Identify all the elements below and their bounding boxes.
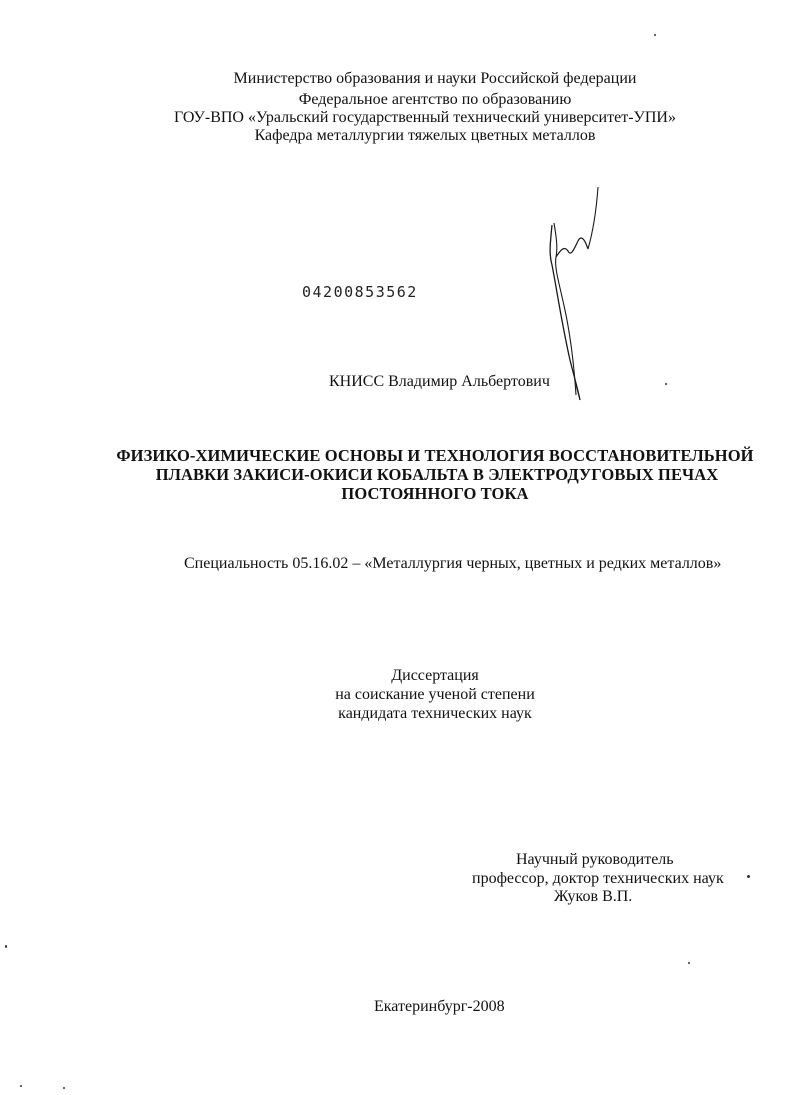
title-line-1: ФИЗИКО-ХИМИЧЕСКИЕ ОСНОВЫ И ТЕХНОЛОГИЯ ВОССТАНОВИТЕЛЬНОЙ [116,446,754,465]
department-line: Кафедра металлургии тяжелых цветных металлов [254,127,596,144]
advisor-role: Научный руководитель [516,851,674,868]
scan-speck [20,1085,22,1087]
scan-speck [688,962,690,964]
dissertation-label: Диссертация [391,667,479,684]
advisor-name: Жуков В.П. [554,888,633,905]
scan-speck [747,875,750,878]
scan-speck [654,34,656,36]
city-year: Екатеринбург-2008 [374,998,505,1015]
title-line-2: ПЛАВКИ ЗАКИСИ-ОКИСИ КОБАЛЬТА В ЭЛЕКТРОДУГОВЫХ ПЕЧАХ [155,465,719,484]
author-name: КНИСС Владимир Альбертович [329,373,550,390]
scan-speck [63,1087,65,1089]
scan-speck [665,383,667,385]
agency-line: Федеральное агентство по образованию [298,91,572,108]
signature-image [540,185,610,405]
advisor-degree: профессор, доктор технических наук [472,870,724,887]
scan-speck [5,945,7,948]
university-line: ГОУ-ВПО «Уральский государственный технический университет-УПИ» [174,109,676,126]
document-number: 04200853562 [302,283,418,301]
degree-purpose: на соискание ученой степени [335,686,535,703]
title-line-3: ПОСТОЯННОГО ТОКА [341,484,529,503]
specialty-line: Специальность 05.16.02 – «Металлургия черных, цветных и редких металлов» [184,555,722,572]
degree-name: кандидата технических наук [338,705,532,722]
ministry-line: Министерство образования и науки Российской федерации [233,70,637,87]
